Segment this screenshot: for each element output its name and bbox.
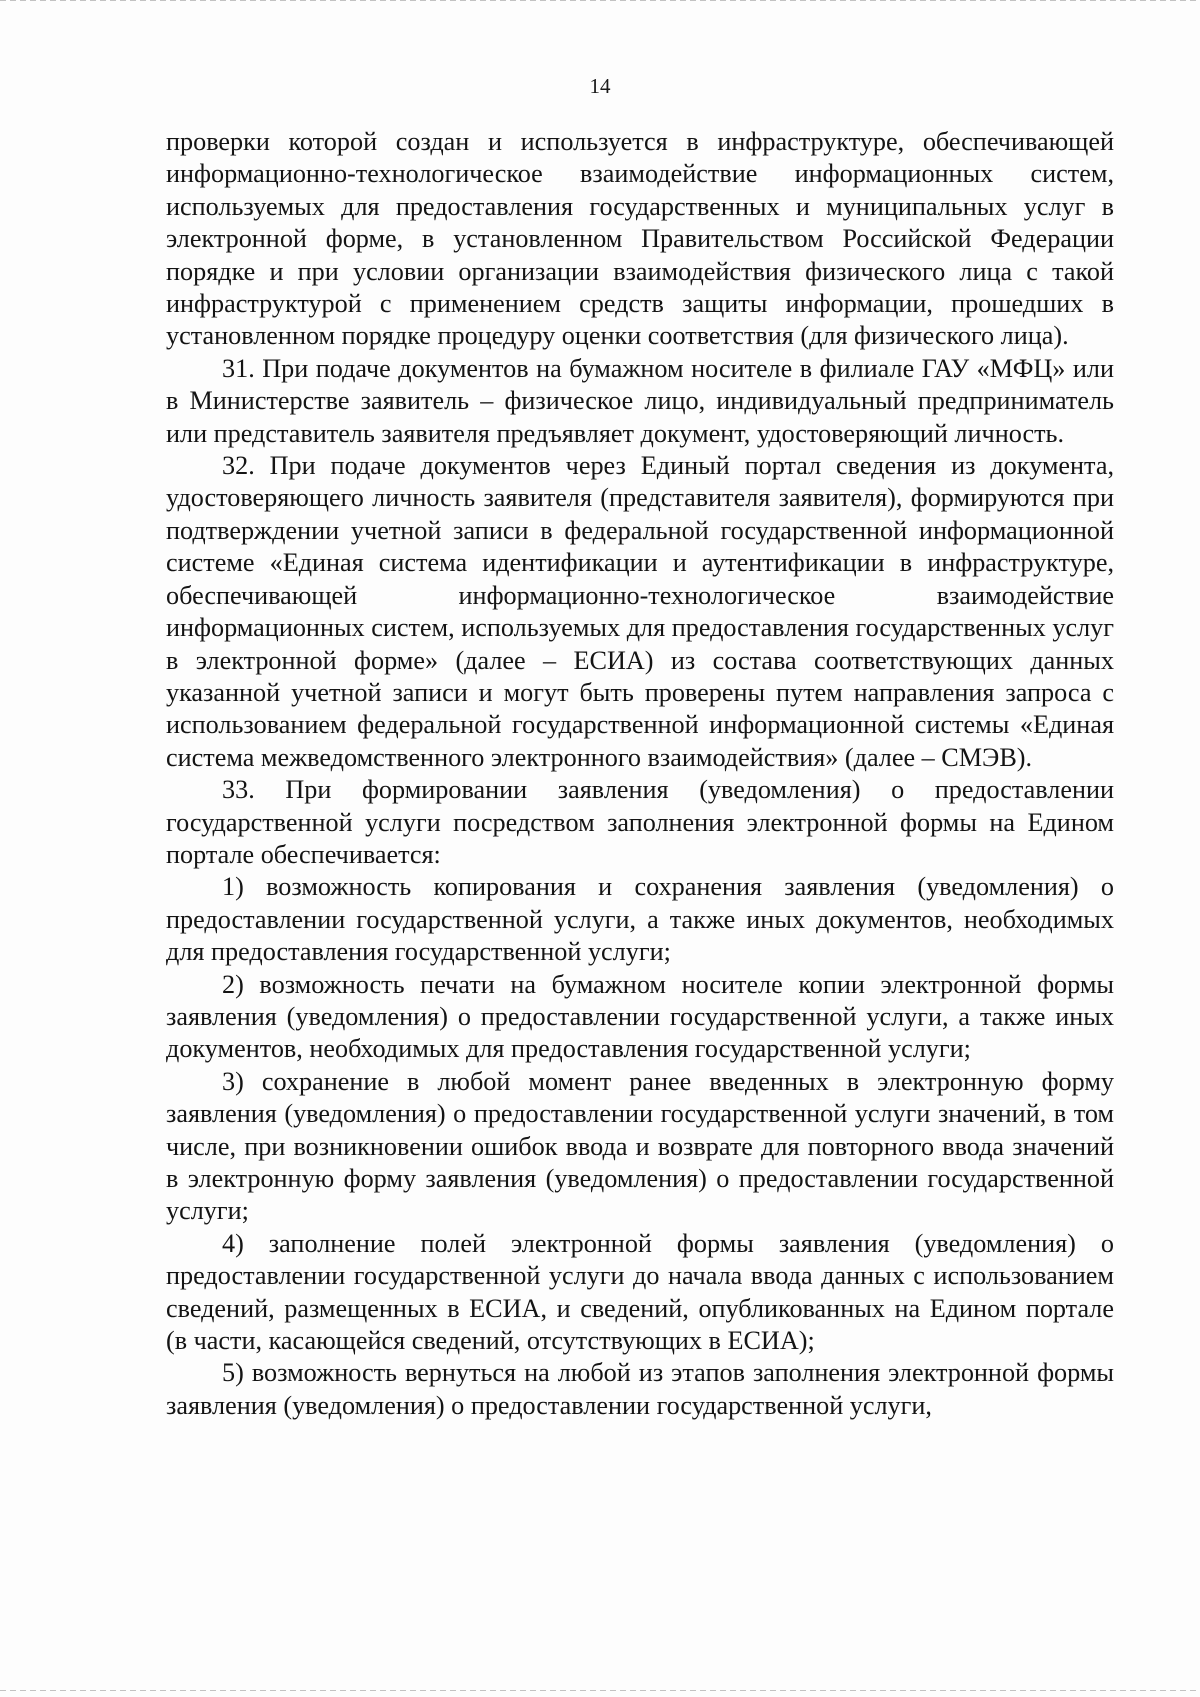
- paragraph-33: 33. При формировании заявления (уведомления) о предоставлении государственной услуги посредством заполнения электронной формы на Едином портале обеспечивается:: [166, 775, 1114, 869]
- paragraph-32: 32. При подаче документов через Единый портал сведения из документа, удостоверяющего личность заявителя (представителя заявителя), формируются при подтверждении учетной записи в федеральной государственной информационной системе «Единая система идентификации и аутентификации в инфраструктуре, обеспечивающей информационно-технологическое взаимодействие информационных систем, используемых для предоставления государственных услуг в электронной форме» (далее – ЕСИА) из состава соответствующих данных указанной учетной записи и могут быть проверены путем направления запроса с использованием федеральной государственной информационной системы «Единая система межведомственного электронного взаимодействия» (далее – СМЭВ).: [166, 451, 1114, 772]
- scan-edge-bottom: [0, 1690, 1200, 1691]
- list-item-5: 5) возможность вернуться на любой из этапов заполнения электронной формы заявления (уведомления) о предоставлении государственной услуги,: [166, 1358, 1114, 1420]
- paragraph-continuation: проверки которой создан и используется в инфраструктуре, обеспечивающей информационно-технологическое взаимодействие информационных систем, используемых для предоставления государственных и муниципальных услуг в электронной форме, в установленном Правительством Российской Федерации порядке и при условии организации взаимодействия физического лица с такой инфраструктурой с применением средств защиты информации, прошедших в установленном порядке процедуру оценки соответствия (для физического лица).: [166, 127, 1114, 351]
- list-item-3: 3) сохранение в любой момент ранее введенных в электронную форму заявления (уведомления) о предоставлении государственной услуги значений, в том числе, при возникновении ошибок ввода и возврате для повторного ввода значений в электронную форму заявления (уведомления) о предоставлении государственной услуги;: [166, 1066, 1114, 1226]
- list-item-2: 2) возможность печати на бумажном носителе копии электронной формы заявления (уведомления) о предоставлении государственной услуги, а также иных документов, необходимых для предоставления государственной услуги;: [166, 969, 1114, 1064]
- list-item-4: 4) заполнение полей электронной формы заявления (уведомления) о предоставлении государственной услуги до начала ввода данных с использованием сведений, размещенных в ЕСИА, и сведений, опубликованных на Едином портале (в части, касающейся сведений, отсутствующих в ЕСИА);: [166, 1228, 1114, 1356]
- document-body: [166, 126, 1114, 1422]
- list-item-1: 1) возможность копирования и сохранения заявления (уведомления) о предоставлении государственной услуги, а также иных документов, необходимых для предоставления государственной услуги;: [166, 872, 1114, 967]
- page-number: 14: [589, 74, 611, 98]
- scan-edge-top: [0, 0, 1200, 1]
- paragraph-31: 31. При подаче документов на бумажном носителе в филиале ГАУ «МФЦ» или в Министерстве заявитель – физическое лицо, индивидуальный предприниматель или представитель заявителя предъявляет документ, удостоверяющий личность.: [166, 353, 1114, 448]
